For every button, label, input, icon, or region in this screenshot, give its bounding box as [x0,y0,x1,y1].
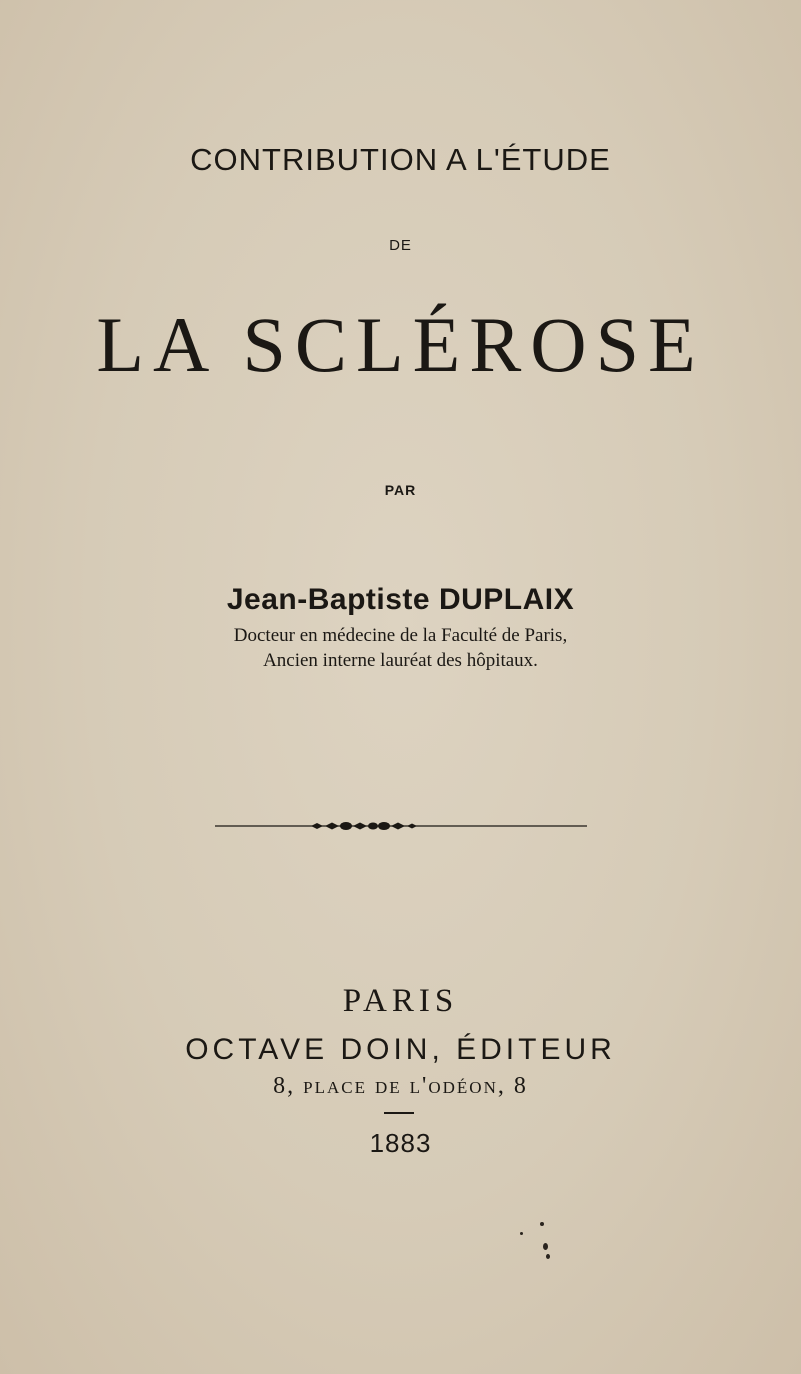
author-name: Jean-Baptiste DUPLAIX [226,583,575,616]
publication-city: PARIS [342,983,459,1019]
connector-de: DE [389,237,412,254]
publication-year: 1883 [369,1128,432,1158]
author-credential-2: Ancien interne lauréat des hôpitaux. [263,650,538,671]
ink-speck [540,1222,544,1226]
main-title: LA SCLÉROSE [96,301,705,388]
publisher-name: OCTAVE DOIN, ÉDITEUR [185,1033,616,1066]
ink-speck [543,1243,548,1250]
ornament-divider [215,820,587,832]
by-label: PAR [384,482,417,498]
heading-line-1: CONTRIBUTION A L'ÉTUDE [190,142,611,177]
ink-speck [546,1254,550,1259]
ink-speck [520,1232,523,1235]
author-credential-1: Docteur en médecine de la Faculté de Paris, [233,625,568,646]
separator-dash [384,1112,414,1114]
publisher-address: 8, place de l'odéon, 8 [273,1073,528,1099]
